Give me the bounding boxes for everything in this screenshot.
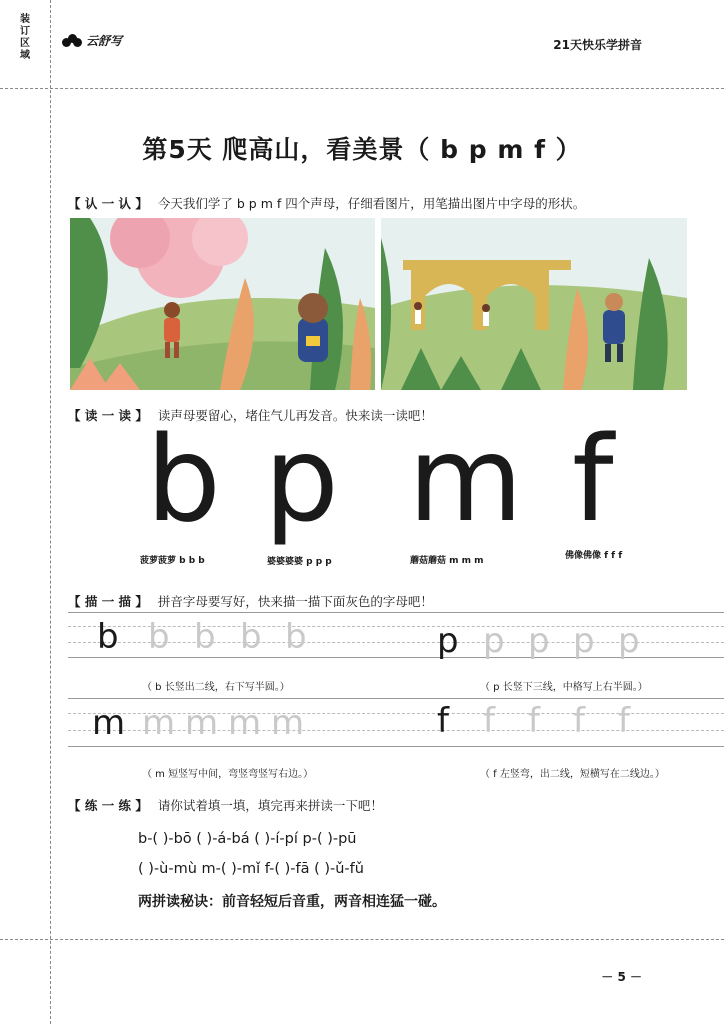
- trace-letter-p-gray[interactable]: p: [573, 621, 595, 661]
- trace-letter-p-gray[interactable]: p: [483, 621, 505, 661]
- page-title: 第5天 爬高山，看美景（ b p m f ）: [142, 135, 582, 164]
- trace-letter-m-gray[interactable]: m: [271, 703, 305, 743]
- section-text: 今天我们学了 b p m f 四个声母，仔细看图片，用笔描出图片中字母的形状。: [157, 196, 586, 211]
- big-letter-p: p: [264, 410, 339, 548]
- page-number: － 5 －: [601, 970, 642, 984]
- trace-letter-b-gray[interactable]: b: [240, 617, 262, 657]
- exercise-line-2[interactable]: ( )-ù-mù m-( )-mǐ f-( )-fā ( )-ǔ-fǔ: [138, 861, 364, 877]
- trace-letter-b-gray[interactable]: b: [148, 617, 170, 657]
- trace-letter-b-gray[interactable]: b: [194, 617, 216, 657]
- section-read: [68, 406, 433, 424]
- big-letter-b: b: [146, 410, 221, 548]
- big-letter-m: m: [408, 410, 523, 548]
- word-m: 蘑菇蘑菇 m m m: [410, 556, 484, 566]
- trace-letter-b: b: [97, 617, 119, 657]
- section-text: 拼音字母要写好，快来描一描下面灰色的字母吧！: [157, 594, 433, 609]
- trace-letter-f-gray[interactable]: f: [618, 701, 630, 741]
- hint-p: （ p 长竖下三线，中格写上右半圆。）: [480, 682, 648, 693]
- cloud-icon: [62, 34, 82, 48]
- trace-letter-f-gray[interactable]: f: [528, 701, 540, 741]
- section-tag: 【 练 一 练 】: [68, 798, 148, 813]
- hint-f: （ f 左竖弯，出二线，短横写在二线边。）: [480, 769, 665, 780]
- section-tag: 【 描 一 描 】: [68, 594, 148, 609]
- section-tag: 【 认 一 认 】: [68, 196, 148, 211]
- word-f: 佛像佛像 f f f: [565, 551, 623, 561]
- book-title: 21天快乐学拼音: [553, 38, 642, 52]
- word-p: 婆婆婆婆 p p p: [267, 557, 332, 567]
- trace-letter-m: m: [92, 703, 126, 743]
- section-trace: [68, 592, 433, 610]
- illustration-bridge-scene: [381, 218, 687, 390]
- logo-text: 云舒写: [86, 34, 123, 48]
- trace-letter-f-gray[interactable]: f: [573, 701, 585, 741]
- trace-letter-m-gray[interactable]: m: [142, 703, 176, 743]
- binding-label: 装订区域: [20, 14, 30, 61]
- word-b: 菠萝菠萝 b b b: [140, 556, 205, 566]
- section-tag: 【 读 一 读 】: [68, 408, 148, 423]
- section-recognize: [68, 194, 585, 212]
- section-text: 读声母要留心，堵住气儿再发音。快来读一读吧！: [157, 408, 433, 423]
- hint-b: （ b 长竖出二线，右下写半圆。）: [142, 682, 290, 693]
- trace-letter-m-gray[interactable]: m: [185, 703, 219, 743]
- big-letter-f: f: [572, 410, 614, 548]
- trace-letter-m-gray[interactable]: m: [228, 703, 262, 743]
- logo: [62, 32, 122, 49]
- trace-letter-p-gray[interactable]: p: [528, 621, 550, 661]
- trace-letter-p: p: [437, 621, 459, 661]
- top-margin-line: [0, 88, 724, 89]
- trace-letter-f: f: [437, 701, 449, 741]
- exercise-line-1[interactable]: b-( )-bō ( )-á-bá ( )-í-pí p-( )-pū: [138, 831, 357, 847]
- trace-letter-b-gray[interactable]: b: [285, 617, 307, 657]
- bottom-margin-line: [0, 939, 724, 940]
- section-practice: [68, 796, 383, 814]
- hint-m: （ m 短竖写中间，弯竖弯竖写右边。）: [142, 769, 314, 780]
- spelling-secret: 两拼读秘诀：前音轻短后音重，两音相连猛一碰。: [138, 894, 446, 910]
- trace-letter-f-gray[interactable]: f: [483, 701, 495, 741]
- trace-letter-p-gray[interactable]: p: [618, 621, 640, 661]
- illustration-mountain-walk: [70, 218, 375, 390]
- section-text: 请你试着填一填，填完再来拼读一下吧！: [157, 798, 383, 813]
